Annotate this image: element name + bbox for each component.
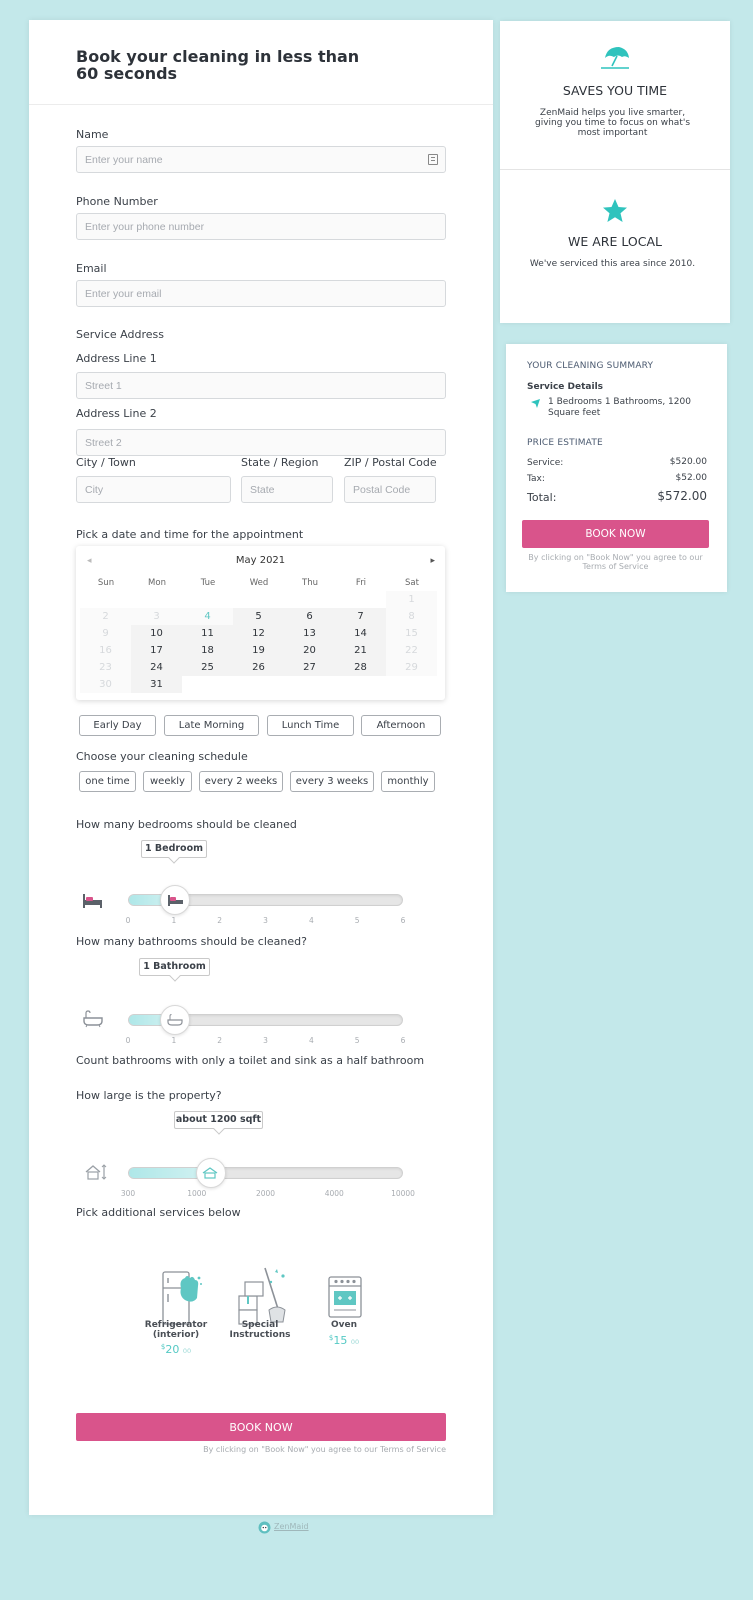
calendar-day[interactable]: 24: [131, 659, 182, 676]
summary-card: [506, 344, 727, 592]
address2-label: Address Line 2: [76, 407, 157, 420]
extra-service-price: [136, 1343, 216, 1356]
features-divider: [500, 169, 730, 170]
footer-brand-label: ZenMaid: [274, 1522, 309, 1531]
bathrooms-slider-thumb[interactable]: [160, 1005, 190, 1035]
house-size-icon: [84, 1163, 108, 1181]
send-icon: [530, 398, 541, 409]
calendar-day[interactable]: 10: [131, 625, 182, 642]
city-input[interactable]: [76, 476, 231, 503]
calendar-day[interactable]: 27: [284, 659, 335, 676]
calendar-day[interactable]: 21: [335, 642, 386, 659]
service-address-label: Service Address: [76, 328, 164, 341]
calendar-day[interactable]: 28: [335, 659, 386, 676]
extra-service-price: [304, 1334, 384, 1347]
summary-book-now-button[interactable]: BOOK NOW: [522, 520, 709, 548]
house-thumb-icon: [197, 1159, 225, 1187]
bedrooms-tick: 2: [217, 916, 223, 925]
bedrooms-tick: 1: [171, 916, 177, 925]
next-month-icon[interactable]: ▸: [430, 556, 435, 566]
calendar-weekday: Tue: [200, 578, 216, 588]
calendar-month: May: [235, 555, 257, 566]
time-slot-button[interactable]: Early Day: [79, 715, 156, 736]
calendar-day: 4: [182, 608, 233, 625]
bedrooms-tick: 3: [263, 916, 268, 925]
price-amount: 15: [333, 1334, 348, 1347]
calendar-month-label: [76, 555, 445, 566]
total-value: $572.00: [657, 489, 707, 503]
address2-input[interactable]: [76, 429, 446, 456]
total-label: Total:: [527, 491, 557, 504]
property-size-label: How large is the property?: [76, 1089, 222, 1102]
half-bath-note: Count bathrooms with only a toilet and sink as a half bathroom: [76, 1054, 425, 1067]
calendar-day: 1: [386, 591, 437, 608]
price-cents: 00: [350, 1338, 360, 1346]
calendar-day[interactable]: 6: [284, 608, 335, 625]
bedrooms-slider[interactable]: [128, 894, 403, 906]
bathtub-icon: [82, 1010, 104, 1028]
schedule-label: Choose your cleaning schedule: [76, 750, 248, 763]
calendar-day: 8: [386, 608, 437, 625]
refrigerator-icon[interactable]: [159, 1270, 205, 1326]
bedrooms-tick: 4: [308, 916, 314, 925]
bathrooms-slider[interactable]: [128, 1014, 403, 1026]
bathrooms-tick: 2: [217, 1036, 223, 1045]
name-label: Name: [76, 128, 109, 141]
bathrooms-tick: 5: [354, 1036, 360, 1045]
umbrella-icon: [599, 44, 631, 70]
extra-service-name: Special Instructions: [229, 1320, 291, 1340]
feature-title-time: SAVES YOU TIME: [562, 83, 668, 98]
calendar-day[interactable]: 14: [335, 625, 386, 642]
calendar-day: 23: [80, 659, 131, 676]
city-label: City / Town: [76, 456, 136, 469]
date-label: Pick a date and time for the appointment: [76, 528, 304, 541]
extra-service-name: Oven: [330, 1320, 358, 1330]
bathrooms-tick: 4: [308, 1036, 314, 1045]
special-instructions-icon[interactable]: [235, 1266, 291, 1326]
bathrooms-tick: 6: [400, 1036, 406, 1045]
bathrooms-tick: 1: [171, 1036, 177, 1045]
property-size-slider[interactable]: [128, 1167, 403, 1179]
zenmaid-logo-icon: [258, 1521, 271, 1534]
price-cents: 00: [182, 1347, 192, 1355]
zip-label: ZIP / Postal Code: [344, 456, 437, 469]
summary-title: YOUR CLEANING SUMMARY: [527, 361, 654, 371]
calendar-day[interactable]: 25: [182, 659, 233, 676]
service-price-label: Service:: [527, 458, 564, 468]
calendar-day: 22: [386, 642, 437, 659]
state-label: State / Region: [241, 456, 319, 469]
features-card: [500, 21, 730, 323]
calendar-weekday: Mon: [148, 578, 166, 588]
schedule-option-button[interactable]: weekly: [143, 771, 192, 792]
tax-label: Tax:: [527, 474, 545, 484]
calendar-day[interactable]: 5: [233, 608, 284, 625]
calendar-day: 30: [80, 676, 131, 693]
bathrooms-tick: 3: [263, 1036, 268, 1045]
email-input[interactable]: [76, 280, 446, 307]
calendar-day: 3: [131, 608, 182, 625]
property-size-tick: 4000: [324, 1189, 344, 1198]
calendar-day: 2: [80, 608, 131, 625]
contact-card-icon: [428, 154, 438, 165]
calendar-day[interactable]: 11: [182, 625, 233, 642]
form-title: Book your cleaning in less than 60 seconds: [76, 47, 360, 83]
bedrooms-label: How many bedrooms should be cleaned: [76, 818, 297, 831]
calendar-weekday: Wed: [249, 578, 269, 588]
form-header: [29, 20, 493, 105]
service-details-text: 1 Bedrooms 1 Bathrooms, 1200 Square feet: [548, 397, 691, 418]
time-slot-button[interactable]: Late Morning: [164, 715, 259, 736]
calendar-day[interactable]: 18: [182, 642, 233, 659]
prev-month-icon[interactable]: ◂: [87, 556, 92, 566]
address1-label: Address Line 1: [76, 352, 157, 365]
time-slot-button[interactable]: Lunch Time: [267, 715, 354, 736]
book-now-button[interactable]: BOOK NOW: [76, 1413, 446, 1441]
price-currency: $: [328, 1334, 334, 1342]
summary-terms-text: By clicking on "Book Now" you agree to our Terms of Service: [528, 553, 703, 571]
property-size-slider-thumb[interactable]: [196, 1158, 226, 1188]
calendar-weekday: Thu: [302, 578, 318, 588]
time-slot-button[interactable]: Afternoon: [361, 715, 441, 736]
bathrooms-tick: 0: [125, 1036, 131, 1045]
schedule-option-button[interactable]: every 3 weeks: [290, 771, 374, 792]
name-input[interactable]: [76, 146, 446, 173]
bedrooms-slider-thumb[interactable]: [160, 885, 190, 915]
property-size-tick: 1000: [187, 1189, 207, 1198]
calendar-weekday: Sat: [405, 578, 419, 588]
extras-label: Pick additional services below: [76, 1206, 241, 1219]
terms-text: By clicking on "Book Now" you agree to our Terms of Service: [203, 1445, 446, 1454]
bedrooms-value-tooltip: 1 Bedroom: [141, 840, 207, 858]
calendar-day[interactable]: 17: [131, 642, 182, 659]
star-icon: [601, 197, 629, 225]
bed-thumb-icon: [161, 886, 189, 914]
calendar-day[interactable]: 31: [131, 676, 182, 693]
property-size-tick: 10000: [391, 1189, 415, 1198]
tax-value: $52.00: [675, 473, 707, 483]
date-picker: [76, 546, 445, 700]
schedule-option-button[interactable]: one time: [79, 771, 136, 792]
price-amount: 20: [165, 1343, 180, 1356]
schedule-option-button[interactable]: every 2 weeks: [199, 771, 283, 792]
calendar-day: 29: [386, 659, 437, 676]
bedrooms-tick: 5: [354, 916, 360, 925]
bathrooms-label: How many bathrooms should be cleaned?: [76, 935, 307, 948]
email-label: Email: [76, 262, 107, 275]
calendar-day[interactable]: 12: [233, 625, 284, 642]
booking-form: [29, 20, 493, 1515]
calendar-weekday: Sun: [97, 578, 115, 588]
schedule-option-button[interactable]: monthly: [381, 771, 435, 792]
service-price-value: $520.00: [669, 457, 707, 467]
bed-icon: [82, 892, 104, 910]
address1-input[interactable]: [76, 372, 446, 399]
bedrooms-tick: 0: [125, 916, 131, 925]
calendar-year: 2021: [259, 555, 286, 566]
service-details-label: Service Details: [527, 382, 604, 392]
bathrooms-value-tooltip: 1 Bathroom: [139, 958, 210, 976]
name-field-wrap: [76, 146, 446, 173]
calendar-day[interactable]: 7: [335, 608, 386, 625]
property-size-tick: 300: [120, 1189, 136, 1198]
calendar-day: 15: [386, 625, 437, 642]
oven-icon[interactable]: [327, 1275, 363, 1319]
calendar-day: 9: [80, 625, 131, 642]
price-estimate-label: PRICE ESTIMATE: [527, 438, 603, 448]
property-size-tooltip: about 1200 sqft: [174, 1111, 263, 1129]
extra-service-name: Refrigerator (interior): [144, 1320, 208, 1340]
calendar-day[interactable]: 20: [284, 642, 335, 659]
phone-input[interactable]: [76, 213, 446, 240]
calendar-day[interactable]: 13: [284, 625, 335, 642]
feature-text-time: ZenMaid helps you live smarter, giving you time to focus on what's most important: [534, 108, 691, 138]
calendar-day: 16: [80, 642, 131, 659]
feature-text-local: We've serviced this area since 2010.: [529, 259, 696, 269]
price-currency: $: [160, 1343, 166, 1351]
calendar-weekday: Fri: [355, 578, 367, 588]
zip-input[interactable]: [344, 476, 436, 503]
state-input[interactable]: [241, 476, 333, 503]
calendar-day[interactable]: 19: [233, 642, 284, 659]
property-size-tick: 2000: [255, 1189, 276, 1198]
bathtub-thumb-icon: [161, 1006, 189, 1034]
bedrooms-tick: 6: [400, 916, 406, 925]
calendar-day[interactable]: 26: [233, 659, 284, 676]
feature-title-local: WE ARE LOCAL: [568, 234, 662, 249]
phone-label: Phone Number: [76, 195, 158, 208]
